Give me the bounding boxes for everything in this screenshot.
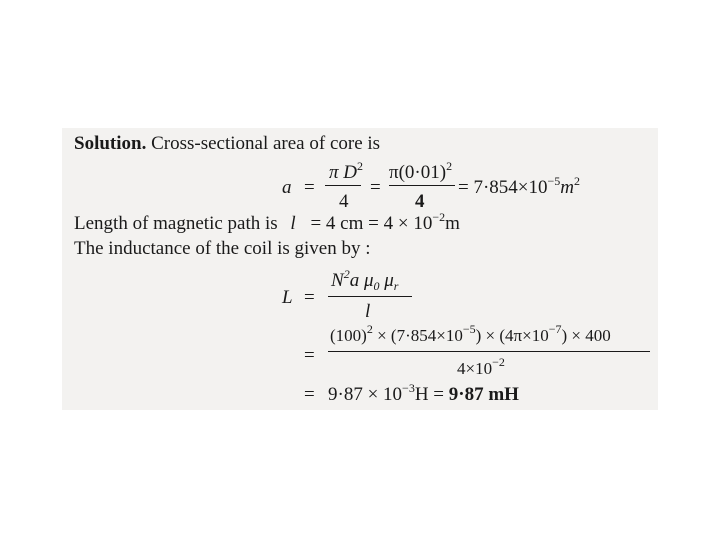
area-denominator-2: 4 [415, 191, 425, 212]
formula-N: N [331, 270, 344, 291]
subst-den-text: 4×10 [457, 359, 493, 378]
area-num2-text: π(0·01) [389, 162, 447, 183]
area-equals: = [304, 177, 315, 198]
area-num2-sup: 2 [446, 159, 453, 173]
area-result-exp: −5 [547, 174, 561, 188]
substitution-fraction-bar [328, 351, 650, 352]
area-fraction-bar-1 [325, 185, 361, 186]
length-exp: −2 [432, 210, 446, 224]
formula-variable: L [282, 287, 293, 308]
subst-part-4: ) × 400 [561, 326, 611, 345]
area-denominator-1: 4 [339, 191, 349, 212]
formula-sub-r: r [393, 279, 399, 293]
result-exp: −3 [402, 381, 415, 395]
area-numerator-2 [389, 159, 453, 183]
solution-intro: Cross-sectional area of core is [151, 133, 381, 154]
area-result [458, 174, 581, 198]
length-value: 4 cm = 4 × 10 [325, 213, 433, 234]
subst-den-sup: −2 [492, 355, 505, 369]
inductance-intro: The inductance of the coil is given by : [74, 238, 371, 259]
length-variable: l [290, 213, 296, 234]
formula-denominator: l [365, 301, 371, 322]
solution-heading: Solution. [74, 133, 147, 154]
subst-part-3: ) × (4π×10 [475, 326, 549, 345]
area-result-text: = 7·854×10 [458, 177, 548, 198]
area-result-unit: m [560, 177, 575, 198]
area-variable: a [282, 177, 292, 198]
formula-N-sup: 2 [343, 267, 350, 281]
area-num1-sup: 2 [357, 159, 363, 173]
result-value-text: 9·87 × 10 [328, 384, 403, 405]
subst-sup-1: 2 [366, 322, 373, 336]
length-label: Length of magnetic path is [74, 213, 278, 234]
formula-numerator [331, 267, 399, 293]
formula-equals: = [304, 287, 315, 308]
subst-sup-3: −7 [548, 322, 562, 336]
formula-a-mu: a μ [349, 270, 374, 291]
area-equals-2: = [370, 177, 381, 198]
formula-fraction-bar [328, 296, 412, 297]
formula-mu: μ [379, 270, 394, 291]
length-equals: = [310, 213, 322, 234]
area-fraction-bar-2 [389, 185, 455, 186]
result-equals: = [304, 384, 315, 405]
length-unit: m [445, 213, 460, 234]
subst-part-2: × (7·854×10 [372, 326, 463, 345]
subst-part-1: (100) [330, 326, 367, 345]
substitution-numerator [330, 322, 611, 345]
length-line [74, 210, 460, 234]
area-num1-text: π D [329, 162, 357, 183]
area-numerator-1 [329, 159, 363, 183]
formula-sub-0: 0 [373, 279, 380, 293]
result-final: 9·87 mH [448, 384, 519, 405]
result-henry: H = [414, 384, 449, 405]
subst-sup-2: −5 [462, 322, 476, 336]
area-result-unit-sup: 2 [574, 174, 581, 188]
solution-line [74, 134, 380, 153]
result-value [328, 381, 519, 405]
substitution-equals: = [304, 345, 315, 366]
substitution-denominator [457, 355, 505, 378]
